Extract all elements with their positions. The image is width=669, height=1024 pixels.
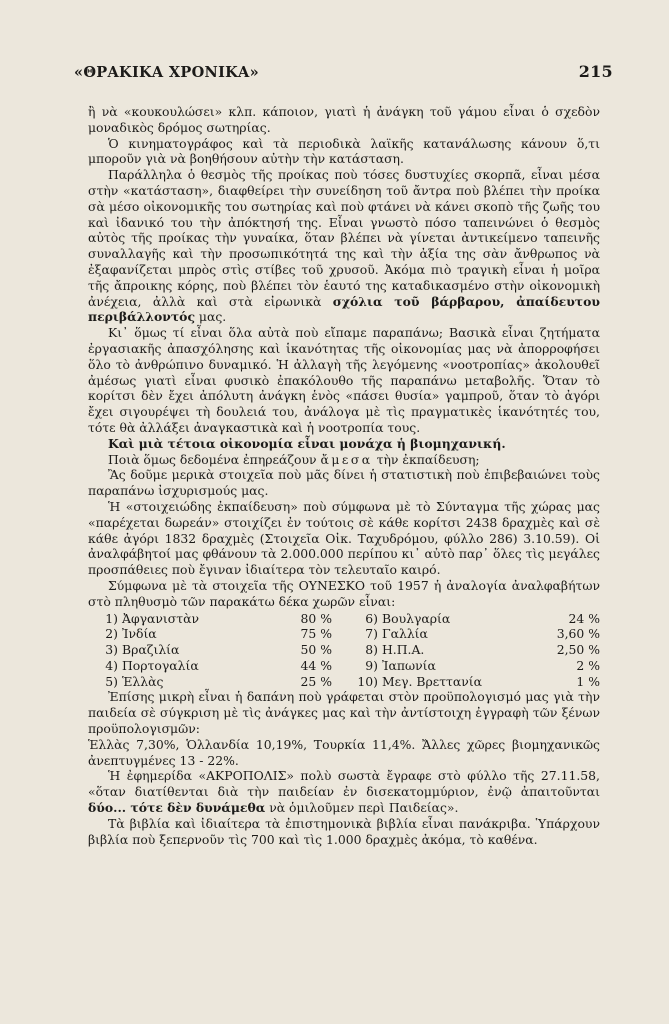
table-row <box>88 611 600 627</box>
country-name: Ἀφγανιστὰν <box>122 610 199 626</box>
row-number: 7) <box>365 626 378 642</box>
illiteracy-value: 2 % <box>576 657 600 673</box>
paragraph-6-text: Ποιὰ ὅμως δεδομένα ἐπηρεάζουν <box>108 451 321 467</box>
country-name: Ἑλλὰς <box>122 673 164 689</box>
page-number: 215 <box>578 62 613 81</box>
paragraph-3 <box>88 167 600 325</box>
country-name: Γαλλία <box>382 626 428 642</box>
illiteracy-value: 1 % <box>576 673 600 689</box>
illiteracy-table <box>88 611 600 690</box>
paragraph-3-text: Παράλληλα ὁ θεσμὸς τῆς προίκας ποὺ τόσες δυστυχίες σκορπᾶ, εἶναι μέσα στὴν «κατάσταση», διαφθείρει τὴν συνείδηση τοῦ ἄντρα ποὺ βλέπει τὴν προίκα σὰ μέσο οἰκονομικῆς του σωτηρίας καὶ ποὺ φτάνει νὰ κάνει σκοπὸ τῆς ζωῆς του καὶ ἰδανικό του τὴν ἀπόκτησή της. Εἶναι γνωστὸ πόσο ταπεινώνει ὁ θεσμὸς αὐτὸς τῆς προίκας τὴν γυναίκα, ὅταν βλέπει νὰ γίνεται ἀντικείμενο ταπεινῆς συναλλαγῆς καὶ τὴν προσωπικότητά της καὶ τὴν ἀξία της σὰν ἄνθρωπος νὰ ἐξαφανίζεται μπρὸς στὶς στίβες τοῦ χρυσοῦ. Ἀκόμα πιὸ τραγικὴ εἶναι ἡ μοῖρα τῆς ἄπροικης κόρης, ποὺ βλέπει τὸν ἑαυτό της καταδικασμένο στὴν οἰκονομικὴ ἀνέχεια, ἀλλὰ καὶ στὰ εἰρωνικὰ <box>88 167 600 309</box>
paragraph-11: Ἑλλὰς 7,30%, Ὁλλανδία 10,19%, Τουρκία 11,4%. Ἄλλες χῶρες βιομηχανικῶς ἀνεπτυγμένες 13 - 22%. <box>88 736 600 768</box>
row-number: 10) <box>357 673 378 689</box>
illiteracy-value: 50 % <box>300 642 332 658</box>
row-number: 6) <box>365 610 378 626</box>
row-number: 9) <box>365 657 378 673</box>
country-name: Βραζιλία <box>122 642 180 658</box>
row-number: 2) <box>105 626 118 642</box>
country-name: Βουλγαρία <box>382 610 451 626</box>
paragraph-12 <box>88 768 600 815</box>
row-number: 8) <box>365 642 378 658</box>
country-name: Πορτογαλία <box>122 657 199 673</box>
illiteracy-value: 75 % <box>300 626 332 642</box>
country-name: Μεγ. Βρεττανία <box>382 673 483 689</box>
paragraph-13: Τὰ βιβλία καὶ ἰδιαίτερα τὰ ἐπιστημονικὰ βιβλία εἶναι πανάκριβα. Ὑπάρχουν βιβλία ποὺ ξεπερνοῦν τὶς 700 καὶ τὶς 1.000 δραχμὲς ἀκόμα, τὸ καθένα. <box>88 815 600 847</box>
paragraph-5: Καὶ μιὰ τέτοια οἰκονομία εἶναι μονάχα ἡ βιομηχανική. <box>108 435 506 451</box>
country-name: Ἰαπωνία <box>382 657 436 673</box>
country-name: Η.Π.Α. <box>382 642 425 658</box>
page-header <box>74 62 613 81</box>
table-row <box>88 626 600 642</box>
paragraph-7: Ἂς δοῦμε μερικὰ στοιχεῖα ποὺ μᾶς δίνει ἡ στατιστικὴ ποὺ ἐπιβεβαιώνει τοὺς παραπάνω ἰσχυρισμούς μας. <box>88 467 600 499</box>
table-row <box>88 642 600 658</box>
paragraph-10: Ἐπίσης μικρὴ εἶναι ἡ δαπάνη ποὺ γράφεται στὸν προϋπολογισμό μας γιὰ τὴν παιδεία σὲ σύγκριση μὲ τὶς ἀνάγκες μας καὶ τὴν ἀντίστοιχη ἐγγραφὴ τῶν ξένων προϋπολογισμῶν: <box>88 689 600 737</box>
illiteracy-value: 80 % <box>300 610 332 626</box>
illiteracy-value: 2,50 % <box>556 642 600 658</box>
paragraph-6-spaced: ἄμεσα <box>320 451 373 467</box>
paragraph-4: Κι᾽ ὅμως τί εἶναι ὅλα αὐτὰ ποὺ εἴπαμε παραπάνω; Βασικὰ εἶναι ζητήματα ἐργασιακῆς ἀπασχόλησης καὶ ἱκανότητας τῆς οἰκονομίας μας νὰ ἀπορροφήσει ὅλο τὸ ἀνθρώπινο δυναμικό. Ἡ ἀλλαγὴ τῆς λεγόμενης «νοοτροπίας» ἀκολουθεῖ ἀμέσως γιατὶ εἶναι φυσικὸ ἐπακόλουθο τῆς παραπάνω μεταβολῆς. Ὅταν τὸ κορίτσι δὲν ἔχει ἀπόλυτη ἀνάγκη ἑνὸς «πάσει θυσία» γαμπροῦ, ὅταν τὸ ἀγόρι ἔχει σιγουρέψει τὴ δουλειά του, ἀνάλογα μὲ τὶς πραγματικὲς ἱκανότητές του, τότε θὰ ἀλλάξει ἀναγκαστικὰ καὶ ἡ νοοτροπία τους. <box>88 325 600 435</box>
illiteracy-value: 44 % <box>300 657 332 673</box>
paragraph-3-end: μας. <box>194 309 227 325</box>
table-row <box>88 674 600 690</box>
row-number: 4) <box>105 657 118 673</box>
row-number: 3) <box>105 642 118 658</box>
paragraph-6 <box>88 452 600 468</box>
table-row <box>88 658 600 674</box>
paragraph-12-text: Ἡ ἐφημερίδα «ΑΚΡΟΠΟΛΙΣ» πολὺ σωστὰ ἔγραφε στὸ φύλλο τῆς 27.11.58, «ὅταν διατίθενται διὰ τὴν παιδείαν ἐν δισεκατομμύριον, ἐνῷ ἀπαιτοῦνται <box>88 768 600 800</box>
paragraph-9: Σύμφωνα μὲ τὰ στοιχεῖα τῆς ΟΥΝΕΣΚΟ τοῦ 1957 ἡ ἀναλογία ἀναλφαβήτων στὸ πληθυσμὸ τῶν παρακάτω δέκα χωρῶν εἶναι: <box>88 577 600 609</box>
illiteracy-value: 25 % <box>300 673 332 689</box>
paragraph-3-bold: σχόλια τοῦ βάρβαρου, ἀπαίδευτου περιβάλλοντός <box>88 293 600 325</box>
illiteracy-value: 3,60 % <box>556 626 600 642</box>
paragraph-1: ἢ νὰ «κουκουλώσει» κλπ. κάποιον, γιατὶ ἡ ἀνάγκη τοῦ γάμου εἶναι ὁ σχεδὸν μοναδικὸς δρόμος σωτηρίας. <box>88 104 600 135</box>
row-number: 1) <box>105 610 118 626</box>
paragraph-12-bold: δύο... τότε δὲν δυνάμεθα <box>88 800 266 816</box>
paragraph-8: Ἡ «στοιχειώδης ἐκπαίδευση» ποὺ σύμφωνα μὲ τὸ Σύνταγμα τῆς χώρας μας «παρέχεται δωρεάν» στοιχίζει ἐν τούτοις σὲ κάθε κορίτσι 2438 δραχμὲς καὶ σὲ κάθε ἀγόρι 1832 δραχμὲς (Στοιχεῖα Οἰκ. Ταχυδρόμου, φύλλο 286) 3.10.59). Οἱ ἀναλφάβητοί μας φθάνουν τὰ 2.000.000 περίπου κι᾽ αὐτὸ παρ᾽ ὅλες τὶς μεγάλες προσπάθειες ποὺ ἔγιναν ἰδιαίτερα τὸν τελευταῖο καιρό. <box>88 498 600 578</box>
article-body <box>88 104 600 847</box>
running-title: «ΘΡΑΚΙΚΑ ΧΡΟΝΙΚΑ» <box>74 64 259 81</box>
illiteracy-value: 24 % <box>568 610 600 626</box>
country-name: Ἰνδία <box>122 626 157 642</box>
paragraph-2: Ὁ κινηματογράφος καὶ τὰ περιοδικὰ λαϊκῆς κατανάλωσης κάνουν ὅ,τι μποροῦν γιὰ νὰ βοηθήσουν αὐτὴν τὴν κατάσταση. <box>88 135 600 167</box>
paragraph-6-end: τὴν ἐκπαίδευση; <box>372 451 480 467</box>
paragraph-12-end: νὰ ὁμιλοῦμεν περὶ Παιδείας». <box>265 800 459 816</box>
row-number: 5) <box>105 673 118 689</box>
